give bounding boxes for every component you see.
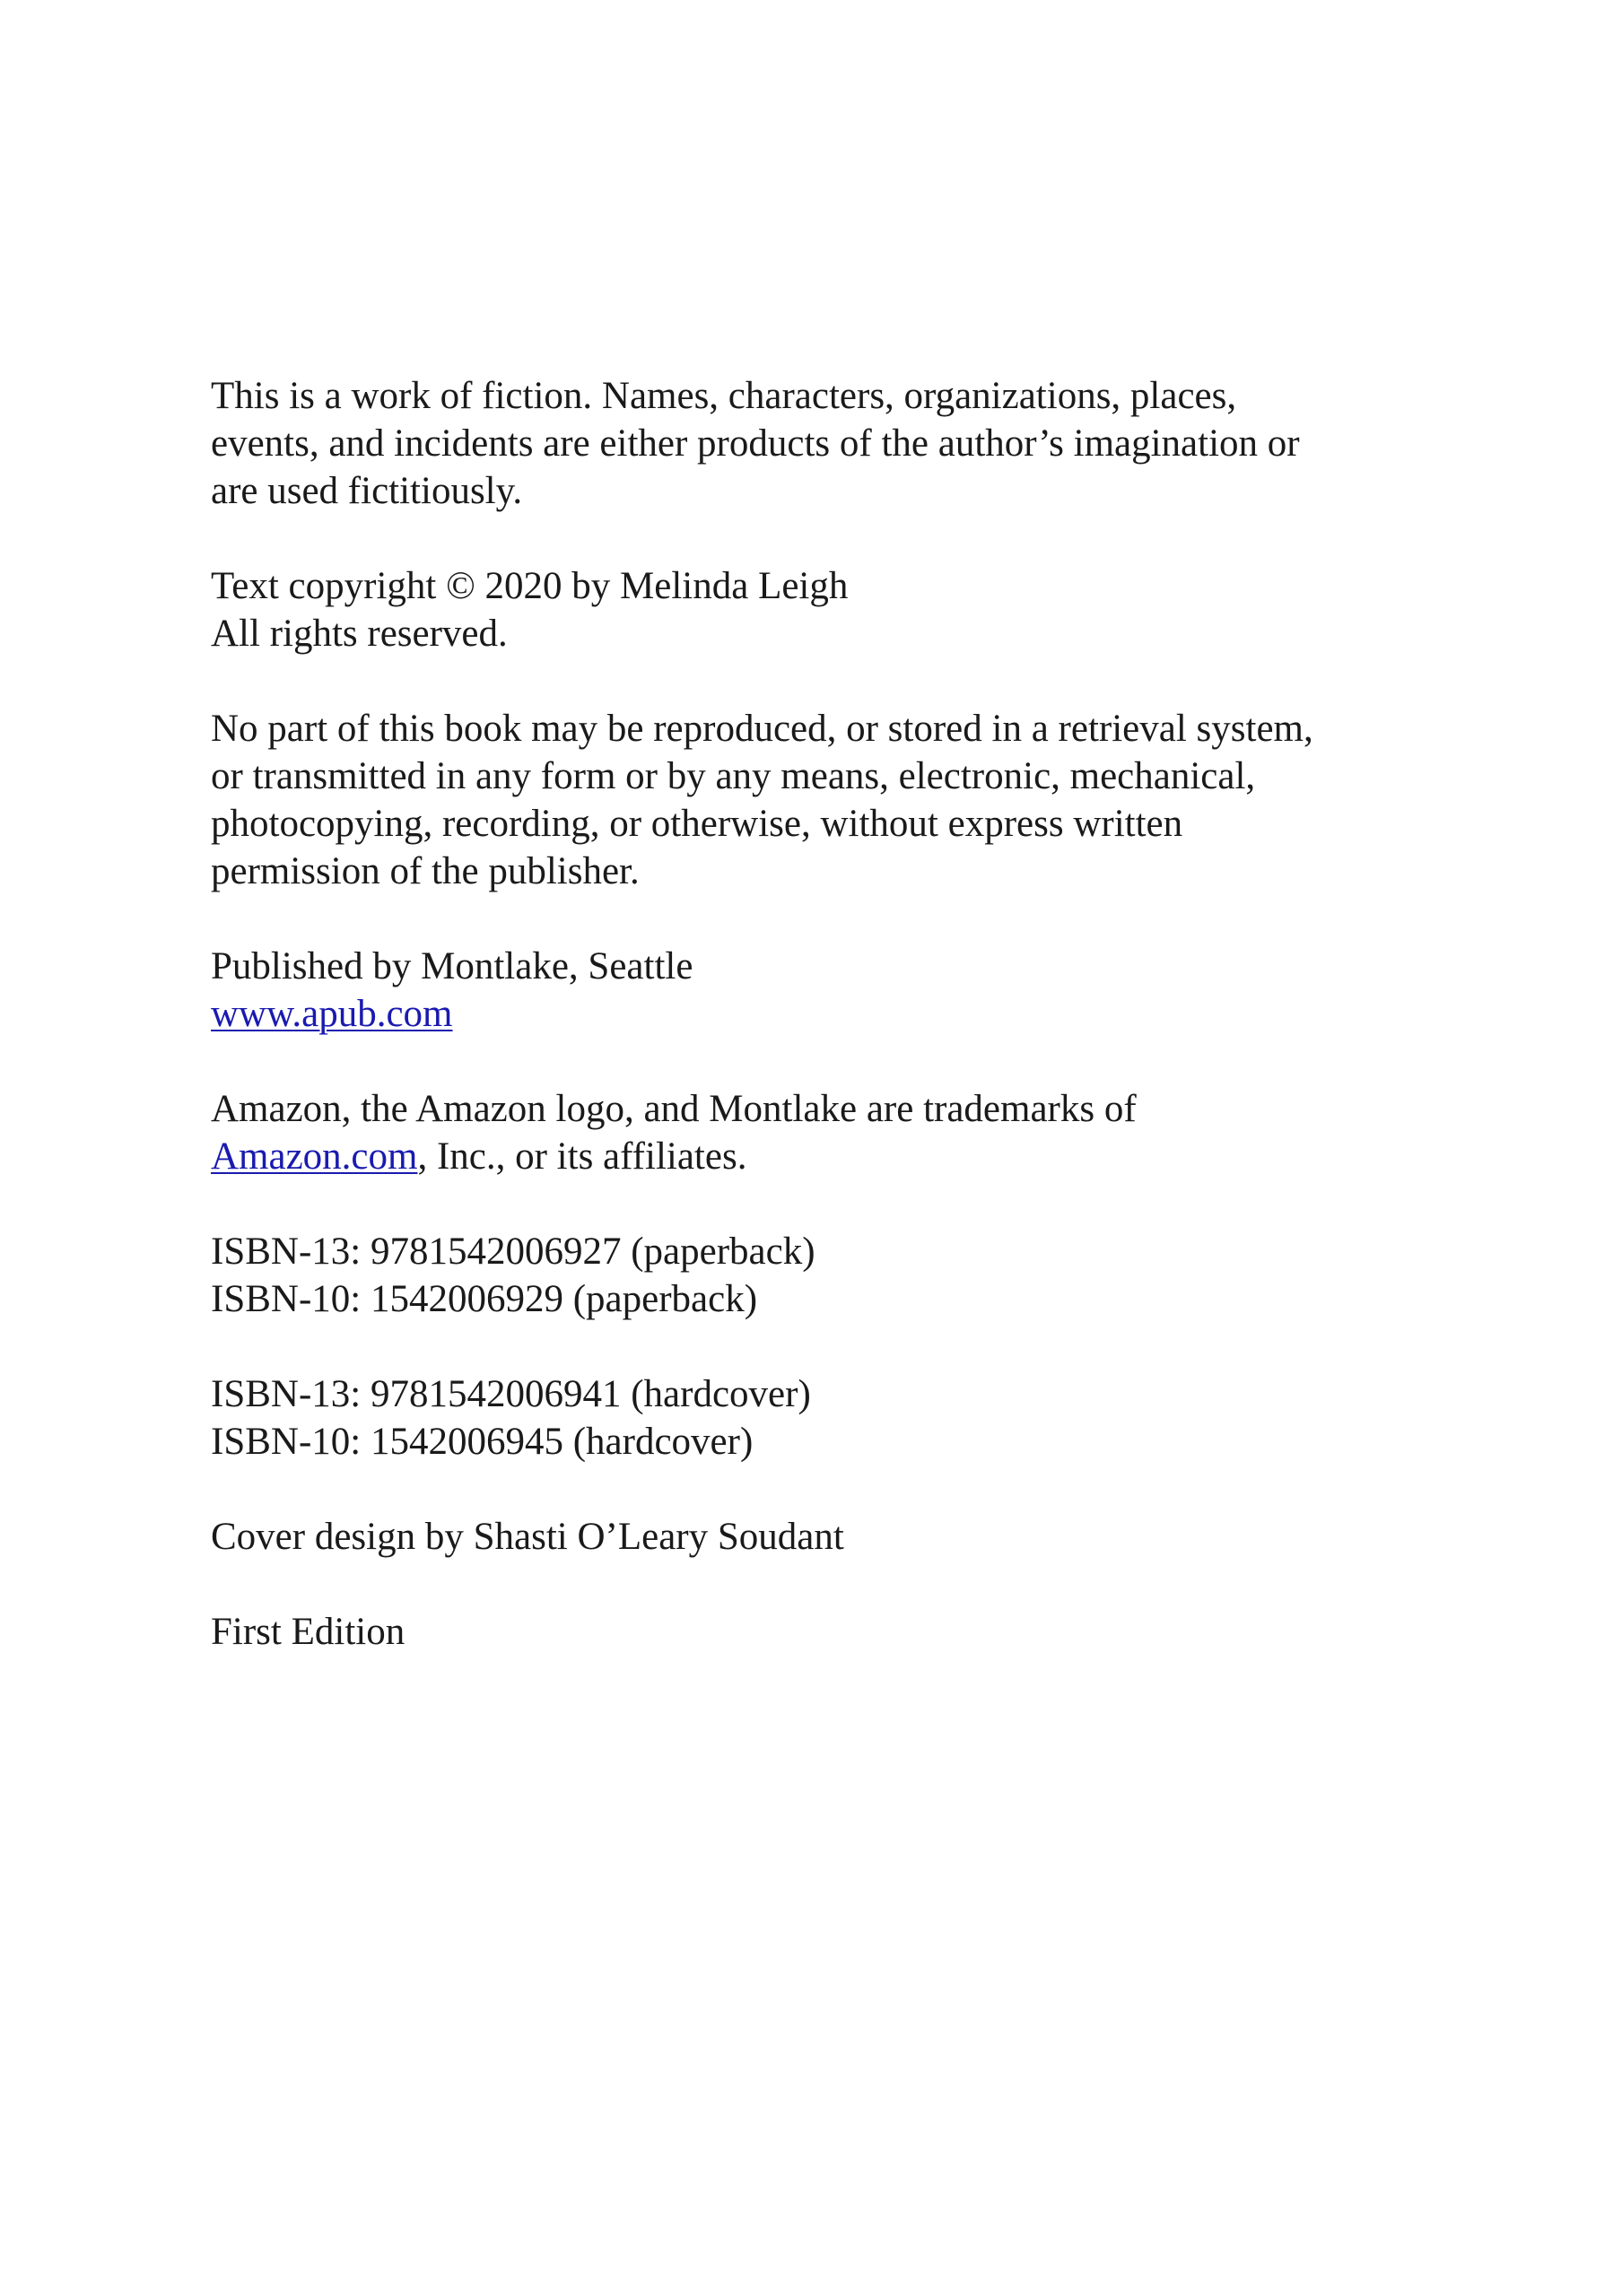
cover-design-line: Cover design by Shasti O’Leary Soudant [211, 1516, 844, 1558]
trademark-line-rest: , Inc., or its affiliates. [417, 1135, 747, 1178]
isbn10-paperback: ISBN-10: 1542006929 (paperback) [211, 1278, 758, 1320]
copyright-content [211, 372, 1467, 1703]
disclaimer-line: events, and incidents are either products of the author’s imagination or [211, 422, 1300, 465]
reproduction-line: or transmitted in any form or by any means, electronic, mechanical, [211, 755, 1256, 797]
isbn-hardcover [211, 1370, 1467, 1465]
publisher-info [211, 943, 1467, 1038]
fiction-disclaimer [211, 372, 1467, 515]
publisher-website-link[interactable]: www.apub.com [211, 993, 453, 1035]
rights-reserved: All rights reserved. [211, 613, 508, 655]
trademark-line: Amazon, the Amazon logo, and Montlake are trademarks of [211, 1088, 1137, 1130]
edition-line: First Edition [211, 1611, 406, 1653]
publisher-website-wrapper [211, 990, 1467, 1038]
reproduction-line: photocopying, recording, or otherwise, without express written [211, 803, 1183, 845]
reproduction-line: No part of this book may be reproduced, or stored in a retrieval system, [211, 708, 1313, 750]
amazon-link[interactable]: Amazon.com [211, 1135, 418, 1178]
cover-design-credit [211, 1513, 1467, 1561]
copyright-notice [211, 562, 1467, 657]
edition-info [211, 1608, 1467, 1656]
trademark-line-2 [211, 1133, 1467, 1180]
disclaimer-line: are used fictitiously. [211, 470, 523, 512]
trademark-notice [211, 1085, 1467, 1180]
isbn13-paperback: ISBN-13: 9781542006927 (paperback) [211, 1231, 815, 1273]
isbn-paperback [211, 1228, 1467, 1323]
reproduction-line: permission of the publisher. [211, 850, 640, 892]
publisher-line: Published by Montlake, Seattle [211, 945, 693, 987]
copyright-line: Text copyright © 2020 by Melinda Leigh [211, 565, 849, 607]
isbn10-hardcover: ISBN-10: 1542006945 (hardcover) [211, 1421, 754, 1463]
reproduction-notice [211, 705, 1467, 895]
isbn13-hardcover: ISBN-13: 9781542006941 (hardcover) [211, 1373, 811, 1415]
disclaimer-line: This is a work of fiction. Names, characters, organizations, places, [211, 375, 1237, 417]
